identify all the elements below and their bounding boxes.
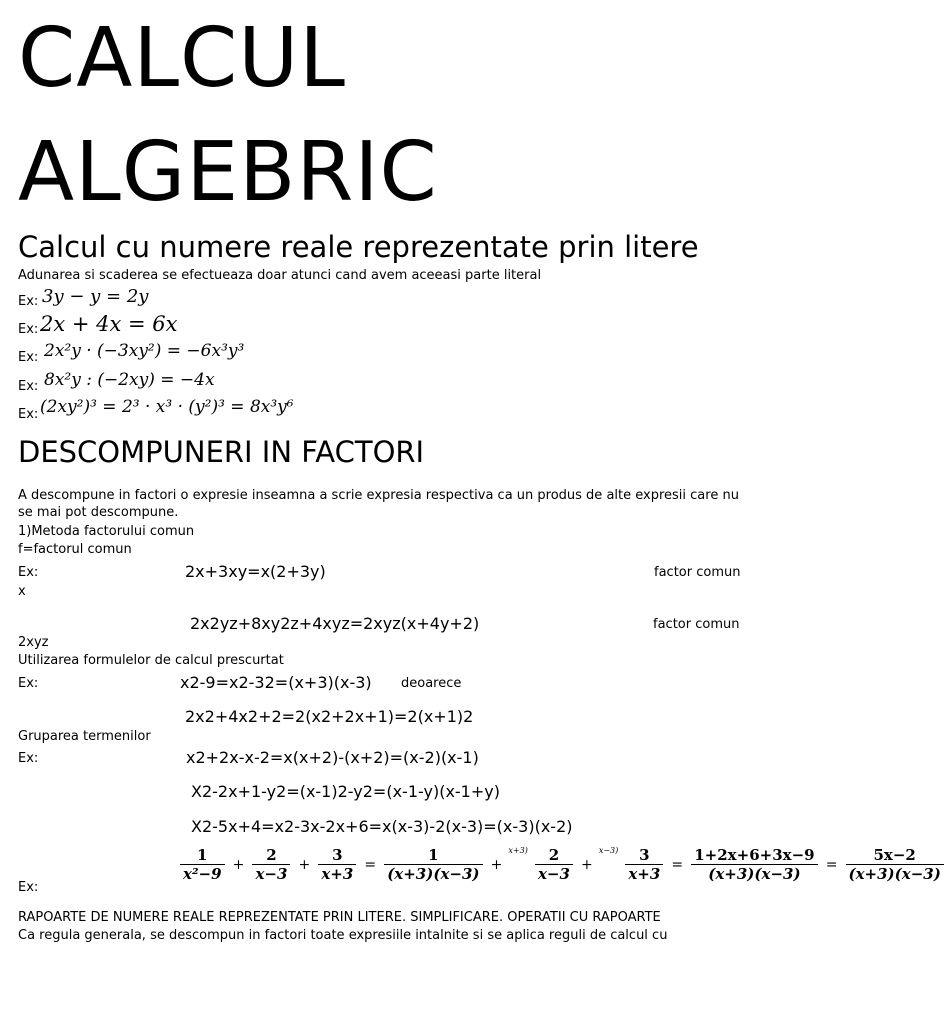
- method-common-factor: 1)Metoda factorului comun: [18, 524, 195, 539]
- factor-note: factor comun: [654, 565, 741, 580]
- factoring-formula: 2x+3xy=x(2+3y): [185, 562, 326, 581]
- fraction: $\frac{1}{\text{x²−9}}$: [180, 846, 225, 883]
- example-label: Ex:: [18, 294, 39, 309]
- fraction: $\frac{2}{x-3}$: [252, 846, 290, 883]
- fraction: $\frac{3}{x+3}$: [625, 846, 663, 883]
- example-formula: (2xy²)³ = 2³ · x³ · (y²)³ = 8x³y⁶: [40, 397, 294, 417]
- example-label: Ex:: [18, 880, 39, 895]
- section-heading-real-numbers: Calcul cu numere reale reprezentate prin litere: [18, 230, 699, 264]
- fraction: $\frac{1+2x+6+3x-9}{(x+3)(x-3)}$: [691, 846, 817, 883]
- example-formula: 3y − y = 2y: [42, 286, 149, 307]
- document-title-line2: ALGEBRIC: [18, 125, 438, 220]
- example-label: Ex:: [18, 350, 39, 365]
- section-heading-ratios: RAPOARTE DE NUMERE REALE REPREZENTATE PRIN LITERE. SIMPLIFICARE. OPERATII CU RAPOARTE: [18, 910, 661, 925]
- example-label: Ex:: [18, 751, 39, 766]
- factoring-formula: x2+2x-x-2=x(x+2)-(x+2)=(x-2)(x-1): [186, 748, 479, 767]
- document-title-line1: CALCUL: [18, 11, 346, 106]
- factor-note: factor comun: [653, 617, 740, 632]
- factoring-formula: X2-2x+1-y2=(x-1)2-y2=(x-1-y)(x-1+y): [191, 782, 500, 801]
- example-formula: 2x²y · (−3xy²) = −6x³y³: [44, 341, 245, 361]
- fraction: $\frac{2}{x-3}$: [535, 846, 573, 883]
- factor-note-continuation: 2xyz: [18, 635, 49, 650]
- example-label: Ex:: [18, 407, 39, 422]
- factoring-formula: x2-9=x2-32=(x+3)(x-3): [180, 673, 372, 692]
- method-grouping: Gruparea termenilor: [18, 729, 151, 744]
- factoring-formula: 2x2yz+8xy2z+4xyz=2xyz(x+4y+2): [190, 614, 480, 633]
- factoring-formula: X2-5x+4=x2-3x-2x+6=x(x-3)-2(x-3)=(x-3)(x-2): [191, 817, 573, 836]
- fraction: $\frac{1}{(x+3)(x-3)}$: [384, 846, 482, 883]
- section-heading-factoring: DESCOMPUNERI IN FACTORI: [18, 435, 425, 469]
- factoring-formula: 2x2+4x2+2=2(x2+2x+1)=2(x+1)2: [185, 707, 474, 726]
- example-formula: 8x²y : (−2xy) = −4x: [44, 370, 215, 390]
- example-label: Ex:: [18, 565, 39, 580]
- example-formula: 2x + 4x = 6x: [40, 312, 178, 336]
- example-label: Ex:: [18, 379, 39, 394]
- formula-note: deoarece: [401, 676, 462, 691]
- method-short-formulas: Utilizarea formulelor de calcul prescurtat: [18, 653, 284, 668]
- ratios-text: Ca regula generala, se descompun in factori toate expresiile intalnite si se aplica reguli de calcul cu: [18, 928, 668, 943]
- amplification-factor: x−3): [598, 846, 619, 855]
- fraction: $\frac{3}{x+3}$: [318, 846, 356, 883]
- method-common-factor-note: f=factorul comun: [18, 542, 132, 557]
- fraction: $\frac{5x-2}{(x+3)(x-3)}$: [846, 846, 944, 883]
- factoring-definition: A descompune in factori o expresie inseamna a scrie expresia respectiva ca un produs de alte expresii care nu se mai pot descompune.: [18, 488, 739, 520]
- fraction-sum-formula: $\frac{1}{\text{x²−9}}$ + $\frac{2}{x-3}$ + $\frac{3}{x+3}$ = $\frac{1}{(x+3)(x-3)}$ + $^{x+3)}$ $\frac{2}{x-3}$ + $^{x-3)}$ $\frac{3}{x+3}$ = $\frac{1+2x+6+3x-9}{(x+3)(x-3)}$ = $\frac{5x-2}{(x+3)(x-3)}$: [178, 846, 946, 883]
- factor-note-continuation: x: [18, 584, 26, 599]
- section-intro: Adunarea si scaderea se efectueaza doar atunci cand avem aceeasi parte literal: [18, 268, 542, 283]
- amplification-factor: x+3): [508, 846, 528, 855]
- example-label: Ex:: [18, 676, 39, 691]
- example-label: Ex:: [18, 322, 39, 337]
